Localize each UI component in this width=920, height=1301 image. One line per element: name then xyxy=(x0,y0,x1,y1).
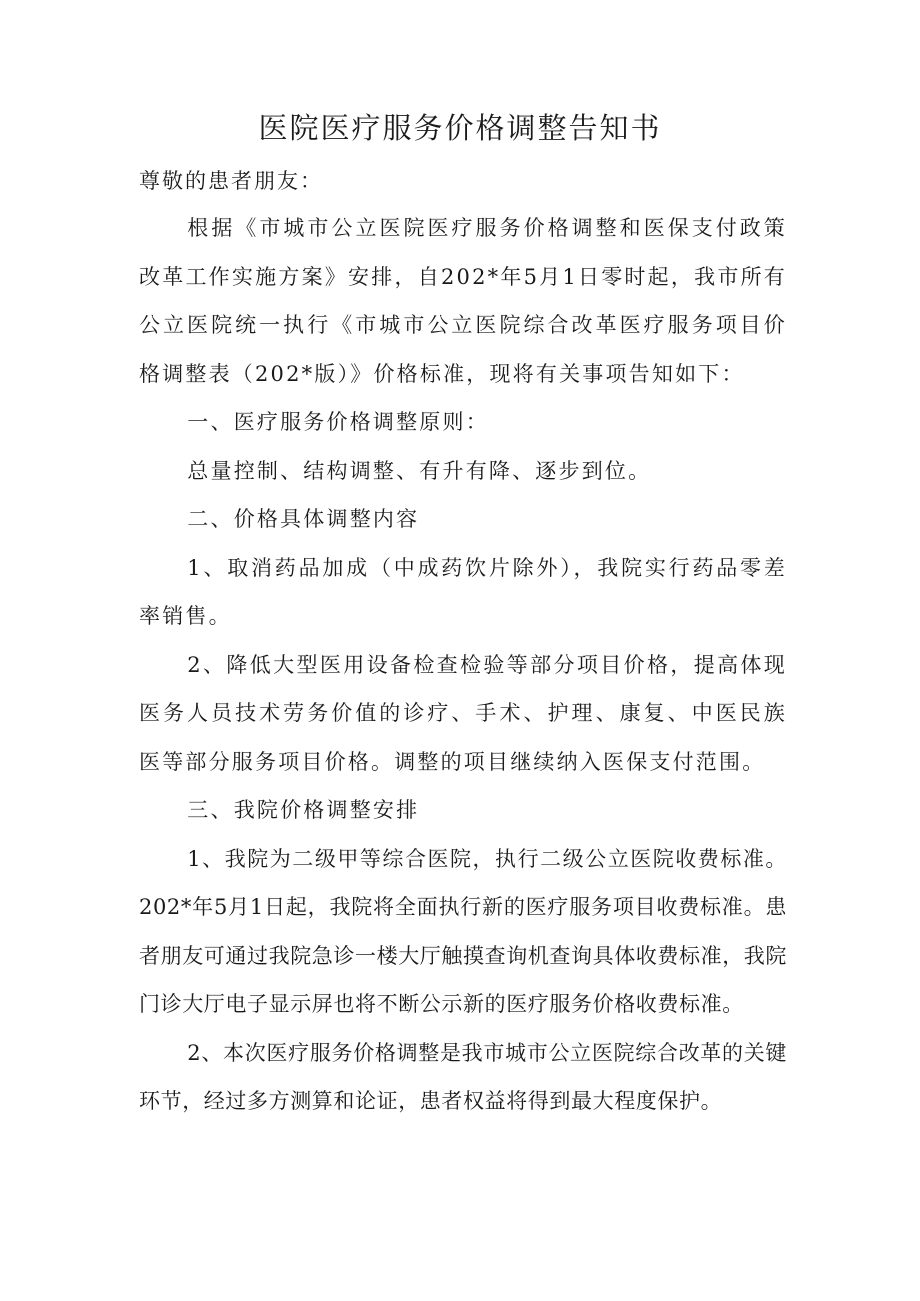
salutation: 尊敬的患者朋友： xyxy=(139,169,323,193)
paragraph-item-3-2: 2、本次医疗服务价格调整是我市城市公立医院综合改革的关键环节，经过多方测算和论证，患者权益将得到最大程度保护。 xyxy=(139,1040,787,1113)
heading-section-3: 三、我院价格调整安排 xyxy=(187,798,420,822)
document-title: 医院医疗服务价格调整告知书 xyxy=(258,111,662,145)
paragraph-intro: 根据《市城市公立医院医疗服务价格调整和医保支付政策改革工作实施方案》安排，自202*年5月1日零时起，我市所有公立医院统一执行《市城市公立医院综合改革医疗服务项目价格调整表（202*版）》价格标准，现将有关事项告知如下： xyxy=(139,216,787,386)
paragraph-item-2-1: 1、取消药品加成（中成药饮片除外），我院实行药品零差率销售。 xyxy=(139,555,787,628)
document-body xyxy=(139,204,787,1126)
paragraph-principle: 总量控制、结构调整、有升有降、逐步到位。 xyxy=(187,458,652,483)
paragraph-item-2-2: 2、降低大型医用设备检查检验等部分项目价格，提高体现医务人员技术劳务价值的诊疗、手术、护理、康复、中医民族医等部分服务项目价格。调整的项目继续纳入医保支付范围。 xyxy=(139,652,787,774)
heading-section-1: 一、医疗服务价格调整原则： xyxy=(187,410,489,434)
paragraph-item-3-1: 1、我院为二级甲等综合医院，执行二级公立医院收费标准。202*年5月1日起，我院将全面执行新的医疗服务项目收费标准。患者朋友可通过我院急诊一楼大厅触摸查询机查询具体收费标准，我院门诊大厅电子显示屏也将不断公示新的医疗服务价格收费标准。 xyxy=(139,846,787,1016)
heading-section-2: 二、价格具体调整内容 xyxy=(187,507,420,531)
